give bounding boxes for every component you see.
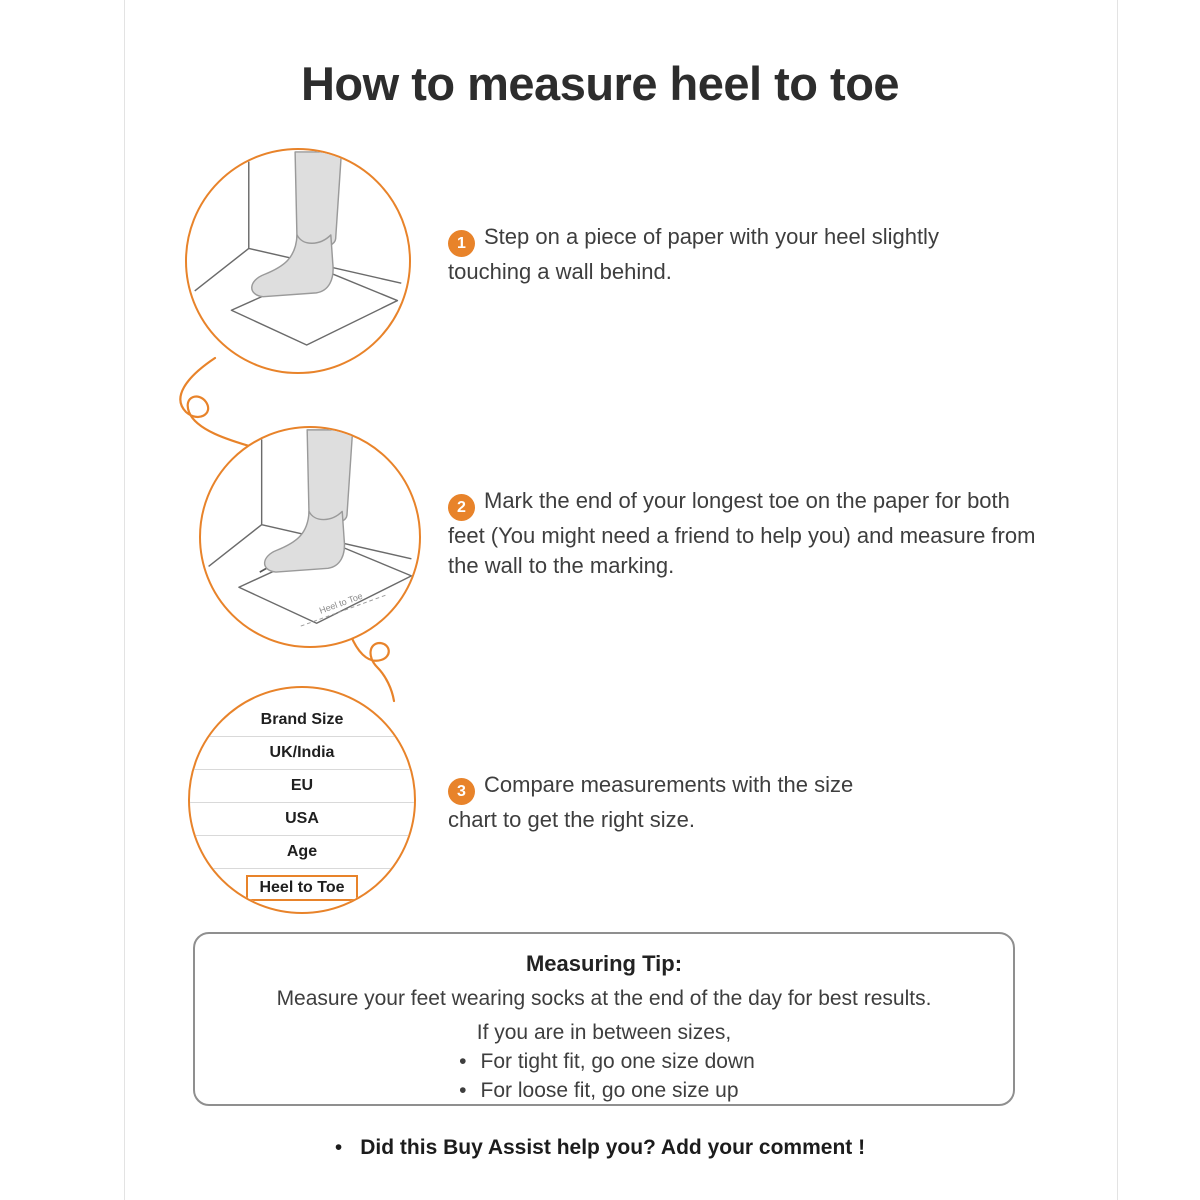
size-chart-row-age: Age — [190, 836, 414, 869]
page-right-border — [1117, 0, 1118, 1200]
illustration-step2-circle — [199, 426, 421, 648]
step-3 — [448, 770, 908, 835]
step-2-text: Mark the end of your longest toe on the paper for both feet (You might need a friend to help you) and measure from the wall to the marking. — [448, 488, 1036, 579]
size-chart-row-eu: EU — [190, 770, 414, 803]
size-chart-row-usa: USA — [190, 803, 414, 836]
step-1 — [448, 222, 972, 287]
tip-line-2: If you are in between sizes, — [476, 1021, 732, 1044]
connector-squiggle-2 — [348, 628, 394, 701]
page-left-border — [124, 0, 125, 1200]
size-chart — [190, 688, 414, 912]
size-chart-circle — [188, 686, 416, 914]
tip-line-1: Measure your feet wearing socks at the end of the day for best results. — [276, 987, 932, 1010]
size-chart-row-uk-india: UK/India — [190, 737, 414, 770]
heel-to-toe-highlight: Heel to Toe — [246, 875, 357, 901]
size-chart-row-brand-size: Brand Size — [190, 704, 414, 737]
foot-marking-illustration — [201, 428, 419, 646]
foot-shape — [265, 511, 345, 572]
leg-shape — [295, 152, 341, 249]
connector-squiggle-1 — [180, 358, 256, 448]
page-title: How to measure heel to toe — [300, 57, 900, 110]
leg-shape — [307, 430, 352, 525]
buy-assist-footer-note: • Did this Buy Assist help you? Add your comment ! — [0, 1136, 1200, 1160]
foot-on-paper-illustration — [187, 150, 409, 372]
heel-to-toe-paper-label: Heel to Toe — [317, 590, 364, 616]
tip-title: Measuring Tip: — [525, 951, 683, 976]
step-3-number-badge: 3 — [448, 778, 475, 805]
tip-bullet-list-wrap — [195, 1047, 1013, 1106]
step-3-text: Compare measurements with the size chart to get the right size. — [448, 772, 854, 832]
size-chart-row-heel-to-toe — [190, 869, 414, 907]
tip-bullet-list — [453, 1047, 755, 1106]
tip-bullet-loose-fit: • For loose fit, go one size up — [453, 1076, 755, 1105]
measuring-tip-box — [193, 932, 1015, 1106]
step-1-number-badge: 1 — [448, 230, 475, 257]
foot-shape — [252, 235, 333, 297]
tip-bullet-tight-fit: • For tight fit, go one size down — [453, 1047, 755, 1076]
step-2-number-badge: 2 — [448, 494, 475, 521]
step-1-text: Step on a piece of paper with your heel slightly touching a wall behind. — [448, 224, 939, 284]
step-2 — [448, 486, 1048, 582]
illustration-step1-circle — [185, 148, 411, 374]
